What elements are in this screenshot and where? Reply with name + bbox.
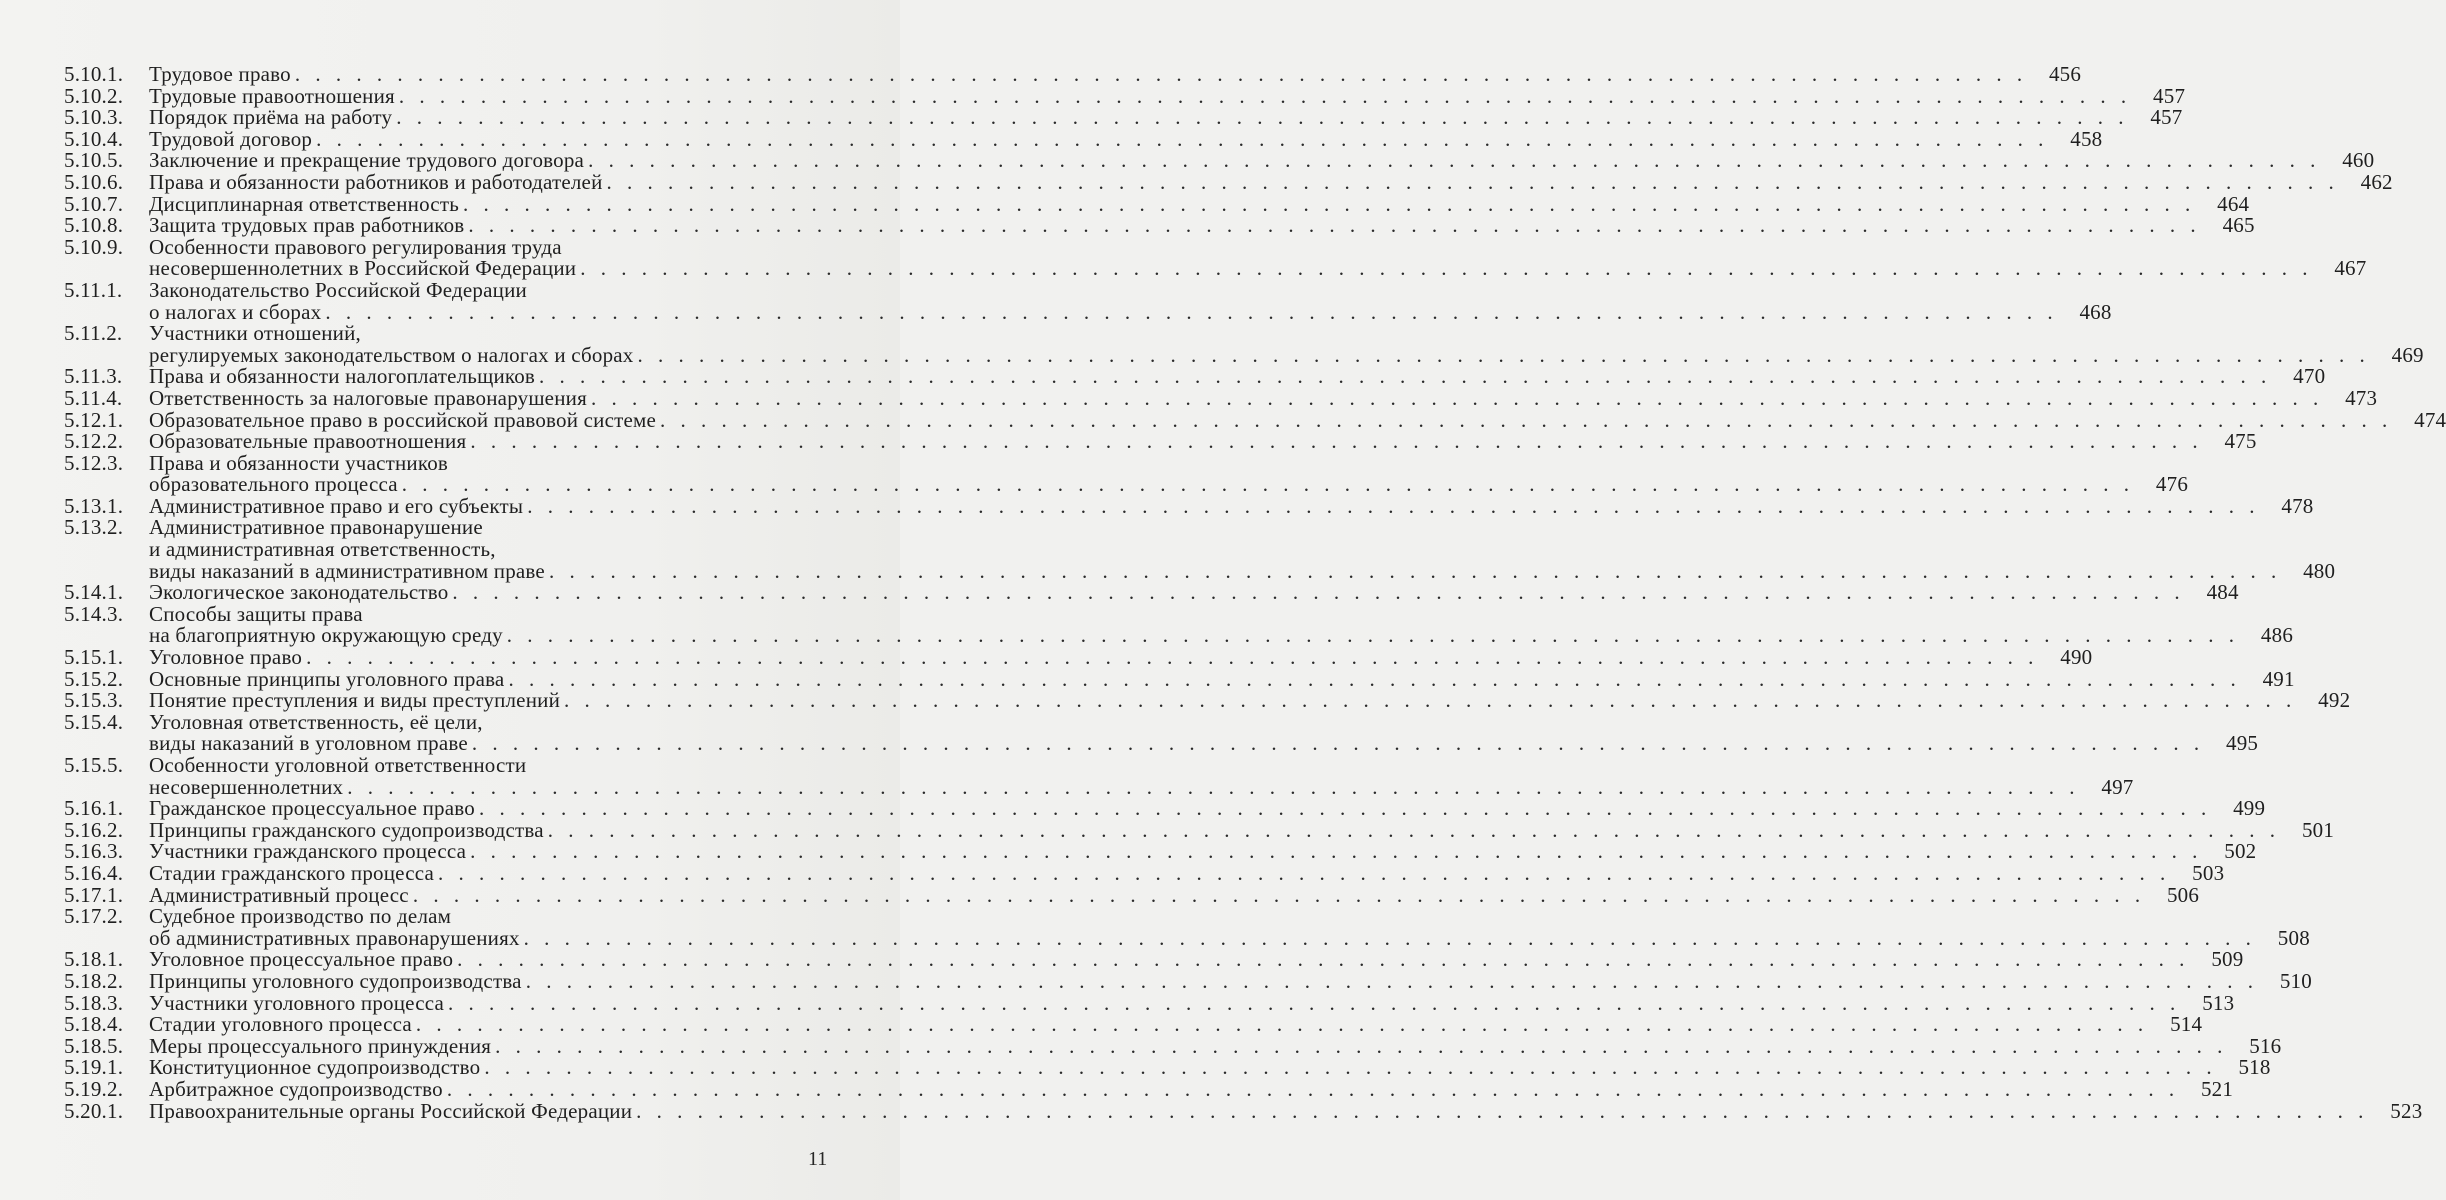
section-title: о налогах и сборах — [149, 299, 322, 324]
toc-entry — [64, 321, 2424, 367]
section-title: Трудовые правоотношения — [149, 83, 395, 108]
section-number: 5.16.1. — [64, 796, 124, 821]
table-of-contents — [64, 62, 2446, 1123]
section-number: 5.19.1. — [64, 1055, 124, 1080]
section-title: Права и обязанности участников — [149, 450, 449, 475]
entry-page-number: 478 — [2281, 493, 2314, 518]
dot-leader — [395, 86, 2131, 108]
dot-leader — [587, 388, 2323, 410]
toc-entry — [64, 83, 2186, 108]
toc-entry — [64, 709, 2259, 756]
section-title: Меры процессуального принуждения — [149, 1033, 492, 1058]
section-number: 5.18.1. — [64, 947, 124, 972]
toc-entry — [64, 515, 2336, 583]
toc-entry — [64, 645, 2093, 670]
dot-leader — [412, 1014, 2148, 1036]
section-number: 5.10.2. — [64, 83, 124, 108]
dot-leader — [448, 582, 2184, 604]
entry-page-number: 467 — [2334, 256, 2367, 281]
section-number: 5.14.3. — [64, 601, 124, 626]
toc-entry — [64, 62, 2082, 86]
toc-entry — [64, 126, 2103, 151]
section-number: 5.16.4. — [64, 860, 124, 885]
dot-leader — [491, 1036, 2227, 1058]
section-number: 5.11.2. — [64, 321, 123, 346]
section-title: Административное право и его субъекты — [149, 493, 524, 518]
dot-leader — [632, 1101, 2368, 1123]
entry-page-number: 476 — [2155, 472, 2189, 497]
section-title: Особенности уголовной ответственности — [149, 753, 527, 777]
entry-page-number: 474 — [2414, 407, 2446, 432]
dot-leader — [398, 474, 2134, 496]
dot-leader — [480, 1057, 2216, 1079]
section-title: Экологическое законодательство — [149, 580, 449, 605]
section-title: Порядок приёма на работу — [149, 105, 393, 130]
toc-entry — [64, 1033, 2282, 1058]
entry-page-number: 492 — [2318, 688, 2351, 713]
section-title: и административная ответственность, — [149, 537, 496, 562]
entry-page-number: 518 — [2238, 1055, 2271, 1080]
dot-leader — [312, 129, 2048, 151]
dot-leader — [523, 496, 2259, 518]
entry-page-number: 490 — [2060, 645, 2093, 670]
section-title: образовательного процесса — [149, 472, 398, 497]
toc-entry — [64, 169, 2393, 194]
dot-leader — [503, 625, 2239, 647]
section-number: 5.12.2. — [64, 429, 124, 454]
dot-leader — [466, 841, 2202, 863]
entry-page-number: 475 — [2224, 429, 2257, 454]
toc-entry — [64, 860, 2225, 885]
section-title: Защита трудовых прав работников — [149, 213, 465, 238]
dot-leader — [453, 949, 2189, 971]
section-title: Образовательные правоотношения — [149, 429, 467, 454]
dot-leader — [584, 150, 2320, 172]
dot-leader — [321, 302, 2057, 324]
section-number: 5.15.3. — [64, 688, 124, 713]
section-title: Образовательное право в российской правовой системе — [149, 407, 656, 432]
toc-entry — [64, 213, 2255, 238]
section-number: 5.17.2. — [64, 904, 124, 929]
dot-leader — [444, 993, 2180, 1015]
entry-page-number: 503 — [2192, 860, 2225, 885]
entry-page-number: 513 — [2202, 990, 2235, 1015]
section-title: Уголовная ответственность, её цели, — [149, 709, 483, 734]
toc-entry — [64, 580, 2239, 605]
section-title: Участники гражданского процесса — [149, 839, 467, 864]
dot-leader — [560, 690, 2296, 712]
entry-page-number: 486 — [2260, 623, 2294, 648]
entry-page-number: 462 — [2360, 169, 2393, 194]
entry-page-number: 510 — [2279, 968, 2312, 993]
toc-entry — [64, 796, 2266, 821]
section-title: виды наказаний в административном праве — [149, 558, 545, 583]
section-number: 5.15.1. — [64, 645, 124, 670]
section-title: несовершеннолетних в Российской Федерации — [149, 256, 577, 281]
entry-page-number: 468 — [2079, 299, 2112, 324]
dot-leader — [468, 733, 2204, 755]
section-number: 5.20.1. — [64, 1098, 124, 1123]
section-title: Заключение и прекращение трудового договора — [149, 148, 585, 173]
entry-page-number: 457 — [2150, 105, 2183, 130]
entry-page-number: 457 — [2153, 83, 2186, 108]
dot-leader — [633, 345, 2369, 367]
dot-leader — [392, 107, 2128, 129]
entry-page-number: 480 — [2303, 558, 2336, 583]
section-number: 5.10.9. — [64, 234, 124, 259]
entry-page-number: 523 — [2390, 1098, 2423, 1123]
section-title: регулируемых законодательством о налогах и сборах — [149, 342, 634, 367]
dot-leader — [343, 777, 2079, 799]
dot-leader — [434, 863, 2170, 885]
page-number: 11 — [808, 1148, 828, 1170]
section-number: 5.10.5. — [64, 148, 124, 173]
toc-entry — [64, 688, 2351, 713]
toc-entry — [64, 839, 2257, 864]
toc-entry — [64, 1012, 2203, 1037]
entry-page-number: 456 — [2048, 62, 2082, 86]
section-number: 5.18.5. — [64, 1033, 124, 1058]
toc-entry — [64, 904, 2310, 950]
dot-leader — [409, 885, 2145, 907]
section-title: несовершеннолетних — [149, 774, 344, 799]
dot-leader — [459, 194, 2195, 216]
section-title: Основные принципы уголовного права — [149, 666, 505, 691]
section-number: 5.19.2. — [64, 1076, 124, 1101]
dot-leader — [656, 410, 2392, 432]
dot-leader — [520, 928, 2256, 950]
toc-entry — [64, 385, 2378, 410]
section-title: Арбитражное судопроизводство — [149, 1076, 443, 1101]
dot-leader — [504, 669, 2240, 691]
entry-page-number: 465 — [2222, 213, 2255, 238]
dot-leader — [545, 561, 2281, 583]
section-title: Принципы гражданского судопроизводства — [149, 817, 544, 842]
dot-leader — [522, 971, 2258, 993]
section-number: 5.15.2. — [64, 666, 124, 691]
dot-leader — [603, 172, 2339, 194]
section-number: 5.15.5. — [64, 753, 124, 777]
section-number: 5.10.7. — [64, 191, 124, 216]
toc-entry — [64, 105, 2183, 130]
section-number: 5.10.4. — [64, 126, 124, 151]
toc-entry — [64, 191, 2250, 216]
toc-entry — [64, 407, 2446, 432]
dot-leader — [544, 820, 2280, 842]
entry-page-number: 502 — [2224, 839, 2257, 864]
toc-entry — [64, 601, 2294, 648]
entry-page-number: 458 — [2070, 126, 2103, 151]
dot-leader — [302, 647, 2038, 669]
entry-page-number: 506 — [2166, 882, 2200, 907]
dot-leader — [464, 215, 2200, 237]
section-title: Конституционное судопроизводство — [149, 1055, 481, 1080]
section-number: 5.13.2. — [64, 515, 124, 540]
section-number: 5.10.3. — [64, 105, 124, 130]
section-title: Особенности правового регулирования труда — [149, 234, 562, 259]
section-number: 5.17.1. — [64, 882, 124, 907]
dot-leader — [475, 798, 2211, 820]
section-number: 5.10.8. — [64, 213, 124, 238]
section-number: 5.18.4. — [64, 1012, 124, 1037]
section-title: Административный процесс — [149, 882, 409, 907]
section-number: 5.16.2. — [64, 817, 124, 842]
section-title: Участники отношений, — [149, 321, 362, 346]
section-title: Гражданское процессуальное право — [149, 796, 475, 821]
section-number: 5.12.3. — [64, 450, 124, 475]
section-number: 5.11.4. — [64, 385, 123, 410]
toc-entry — [64, 450, 2189, 497]
entry-page-number: 473 — [2345, 385, 2378, 410]
section-title: Уголовное право — [149, 645, 303, 670]
section-title: Дисциплинарная ответственность — [149, 191, 459, 216]
dot-leader — [535, 366, 2271, 388]
section-title: Способы защиты права — [149, 601, 363, 626]
dot-leader — [576, 258, 2312, 280]
entry-page-number: 470 — [2293, 364, 2326, 389]
toc-entry — [64, 1055, 2271, 1080]
section-number: 5.15.4. — [64, 709, 124, 734]
section-title: Участники уголовного процесса — [149, 990, 445, 1015]
toc-entry — [64, 1076, 2234, 1101]
section-title: Административное правонарушение — [149, 515, 483, 540]
entry-page-number: 495 — [2226, 731, 2259, 756]
section-title: Уголовное процессуальное право — [149, 947, 454, 972]
entry-page-number: 497 — [2101, 774, 2134, 799]
section-number: 5.14.1. — [64, 580, 124, 605]
section-title: Права и обязанности работников и работодателей — [149, 169, 603, 194]
toc-entry — [64, 666, 2295, 691]
section-title: Трудовой договор — [149, 126, 313, 151]
toc-entry — [64, 234, 2367, 281]
section-number: 5.12.1. — [64, 407, 124, 432]
section-number: 5.10.6. — [64, 169, 124, 194]
toc-entry — [64, 148, 2375, 173]
toc-entry — [64, 1098, 2423, 1123]
toc-entry — [64, 753, 2134, 799]
section-title: Судебное производство по делам — [149, 904, 452, 929]
toc-entry — [64, 277, 2112, 324]
section-number: 5.11.1. — [64, 277, 123, 302]
entry-page-number: 516 — [2249, 1033, 2282, 1058]
section-title: Стадии уголовного процесса — [149, 1012, 412, 1037]
section-title: Стадии гражданского процесса — [149, 860, 435, 885]
section-title: виды наказаний в уголовном праве — [149, 731, 468, 756]
entry-page-number: 469 — [2391, 342, 2424, 367]
toc-entry — [64, 882, 2200, 907]
toc-entry — [64, 493, 2314, 518]
section-number: 5.10.1. — [64, 62, 124, 86]
section-title: об административных правонарушениях — [149, 925, 520, 950]
entry-page-number: 491 — [2262, 666, 2295, 691]
toc-entry — [64, 968, 2312, 993]
entry-page-number: 501 — [2301, 817, 2335, 842]
section-title: Понятие преступления и виды преступлений — [149, 688, 561, 713]
dot-leader — [291, 64, 2027, 86]
section-number: 5.18.2. — [64, 968, 124, 993]
entry-page-number: 521 — [2200, 1076, 2234, 1101]
dot-leader — [466, 431, 2202, 453]
entry-page-number: 460 — [2342, 148, 2375, 173]
section-number: 5.13.1. — [64, 493, 124, 518]
section-title: Принципы уголовного судопроизводства — [149, 968, 522, 993]
toc-entry — [64, 364, 2326, 389]
section-number: 5.16.3. — [64, 839, 124, 864]
toc-entry — [64, 817, 2335, 842]
section-title: Трудовое право — [149, 62, 291, 86]
section-number: 5.11.3. — [64, 364, 123, 389]
section-title: Права и обязанности налогоплательщиков — [149, 364, 536, 389]
entry-page-number: 464 — [2217, 191, 2250, 216]
section-title: Ответственность за налоговые правонарушения — [149, 385, 587, 410]
toc-entry — [64, 990, 2235, 1015]
toc-entry — [64, 429, 2257, 454]
dot-leader — [443, 1079, 2179, 1101]
section-title: на благоприятную окружающую среду — [149, 623, 503, 648]
entry-page-number: 508 — [2277, 925, 2310, 950]
section-number: 5.18.3. — [64, 990, 124, 1015]
section-title: Правоохранительные органы Российской Федерации — [149, 1098, 633, 1123]
entry-page-number: 514 — [2170, 1012, 2203, 1037]
toc-entry — [64, 947, 2244, 972]
entry-page-number: 499 — [2233, 796, 2266, 821]
entry-page-number: 509 — [2211, 947, 2244, 972]
entry-page-number: 484 — [2206, 580, 2239, 605]
section-title: Законодательство Российской Федерации — [149, 277, 527, 302]
